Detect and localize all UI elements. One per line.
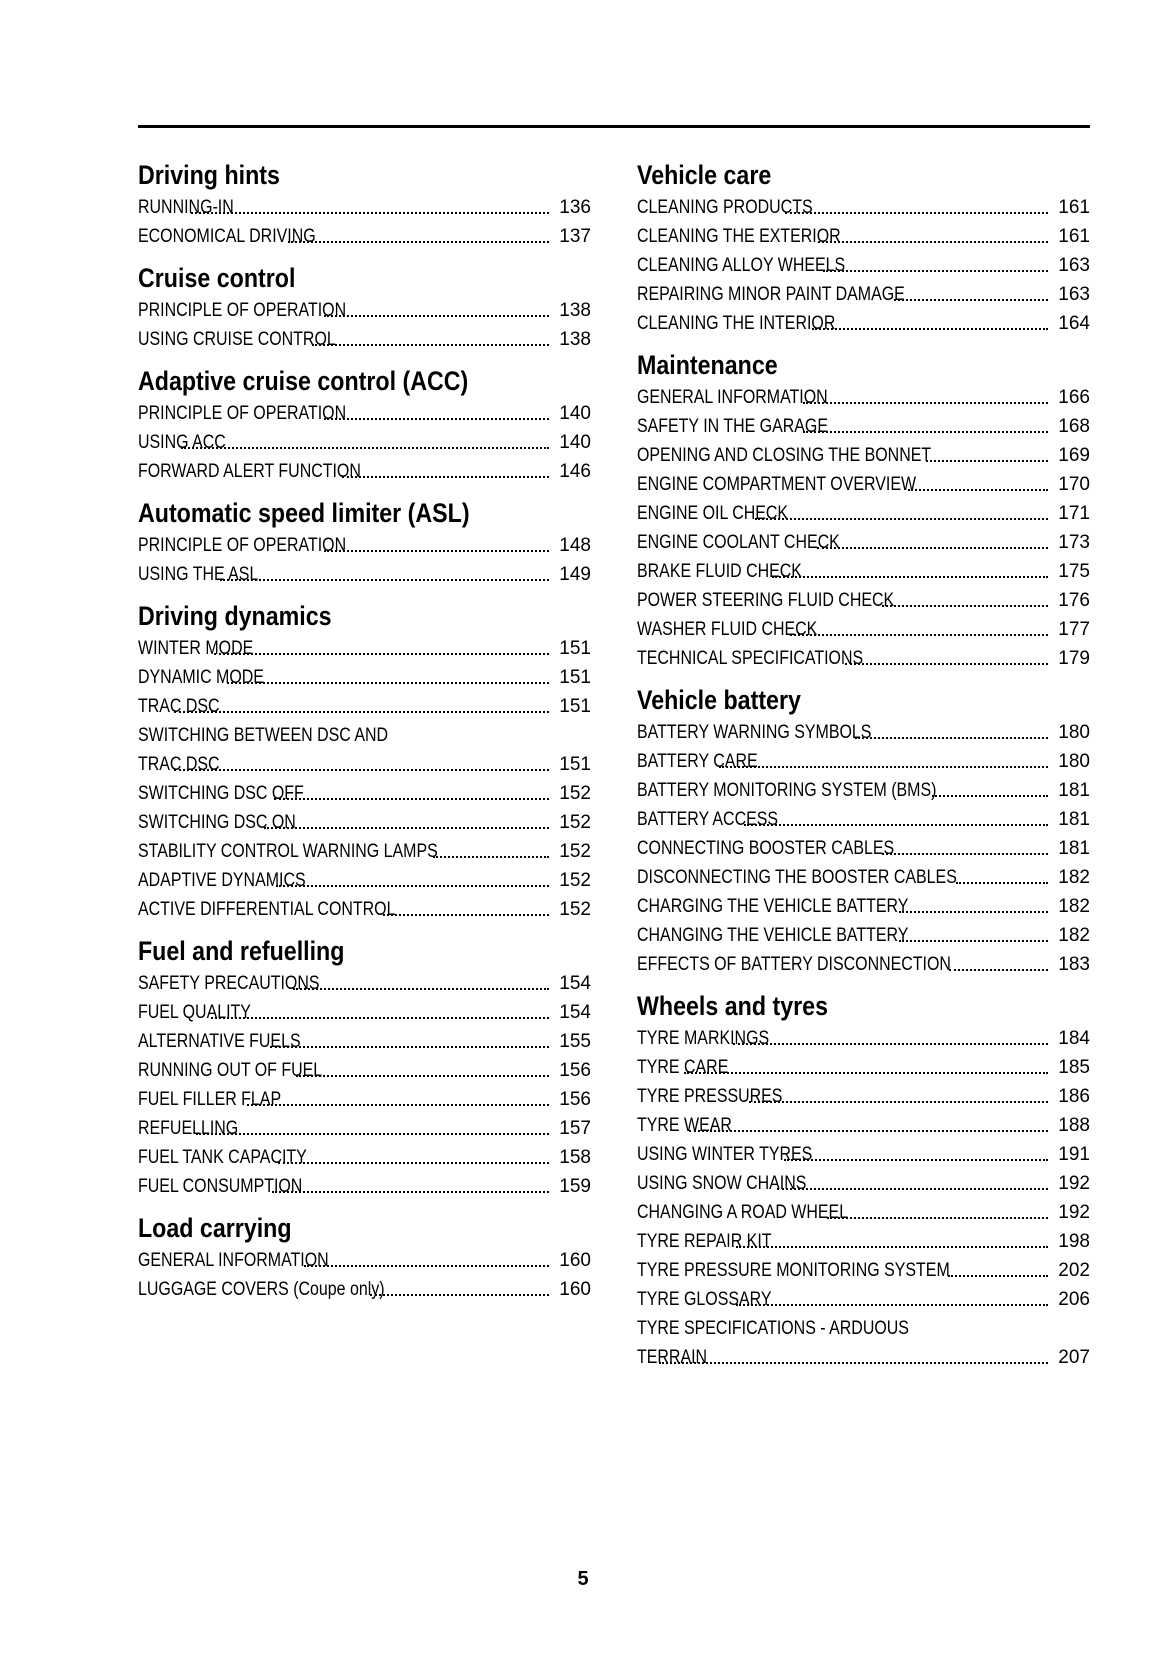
toc-entry-page: 160 <box>559 1250 591 1271</box>
toc-entry-page: 151 <box>559 638 591 659</box>
toc-entry[interactable] <box>637 834 1090 863</box>
toc-entry-title: POWER STEERING FLUID CHECK <box>637 590 895 611</box>
toc-entry-page: 152 <box>559 899 591 920</box>
dot-leader <box>719 766 1048 768</box>
toc-entry-title: WINTER MODE <box>138 638 254 659</box>
toc-entry-page: 164 <box>1058 313 1090 334</box>
toc-entry-title: ENGINE COOLANT CHECK <box>637 532 840 553</box>
toc-entry-page: 140 <box>559 403 591 424</box>
toc-entry-page: 156 <box>559 1060 591 1081</box>
dot-leader <box>899 940 1048 942</box>
dot-leader <box>227 682 550 684</box>
toc-section <box>637 158 1090 338</box>
toc-entry[interactable] <box>637 557 1090 586</box>
toc-entry-page: 152 <box>559 841 591 862</box>
toc-entry-title: GENERAL INFORMATION <box>637 387 828 408</box>
dot-leader <box>296 1075 549 1077</box>
toc-entry-title: CLEANING PRODUCTS <box>637 197 813 218</box>
dot-leader <box>817 547 1048 549</box>
toc-entry-title: DISCONNECTING THE BOOSTER CABLES <box>637 867 957 888</box>
dot-leader <box>270 1046 549 1048</box>
dot-leader <box>899 911 1048 913</box>
toc-entry-page: 152 <box>559 870 591 891</box>
toc-entry-title: PRINCIPLE OF OPERATION <box>138 535 347 556</box>
toc-entry[interactable] <box>138 296 591 325</box>
toc-section <box>138 496 591 589</box>
toc-entry[interactable] <box>637 1169 1090 1198</box>
toc-entry-page: 151 <box>559 667 591 688</box>
toc-entry-title: BATTERY WARNING SYMBOLS <box>637 722 872 743</box>
toc-entry-page: 151 <box>559 696 591 717</box>
toc-entry-title: WASHER FLUID CHECK <box>637 619 818 640</box>
dot-leader <box>790 634 1048 636</box>
toc-entry-title: ENGINE COMPARTMENT OVERVIEW <box>637 474 917 495</box>
toc-entry-title: SWITCHING DSC OFF <box>138 783 304 804</box>
toc-entry[interactable] <box>138 998 591 1027</box>
toc-entry[interactable] <box>637 1343 1090 1372</box>
toc-entry-title: RUNNING-IN <box>138 197 234 218</box>
toc-entry-title: PRINCIPLE OF OPERATION <box>138 300 347 321</box>
toc-entry[interactable] <box>637 1082 1090 1111</box>
toc-entry[interactable] <box>637 280 1090 309</box>
dot-leader <box>293 988 549 990</box>
toc-entry-title: SAFETY PRECAUTIONS <box>138 973 320 994</box>
dot-leader <box>736 1246 1048 1248</box>
dot-leader <box>908 489 1048 491</box>
toc-entry-title: USING CRUISE CONTROL <box>138 329 336 350</box>
toc-entry-page: 191 <box>1058 1144 1090 1165</box>
toc-entry-page: 152 <box>559 812 591 833</box>
toc-entry-page: 177 <box>1058 619 1090 640</box>
toc-entry-title: ALTERNATIVE FUELS <box>138 1031 301 1052</box>
toc-entry[interactable] <box>637 470 1090 499</box>
toc-entry-title: TYRE WEAR <box>637 1115 732 1136</box>
toc-entry[interactable] <box>138 1246 591 1275</box>
section-heading: Maintenance <box>637 350 778 380</box>
toc-entry[interactable] <box>637 1053 1090 1082</box>
toc-entry-title[interactable]: TYRE SPECIFICATIONS - ARDUOUS <box>637 1318 909 1339</box>
dot-leader <box>882 853 1048 855</box>
dot-leader <box>749 1101 1048 1103</box>
toc-entry-page: 181 <box>1058 809 1090 830</box>
dot-leader <box>755 518 1048 520</box>
toc-entry-title: BATTERY MONITORING SYSTEM (BMS) <box>637 780 937 801</box>
toc-entry[interactable] <box>138 634 591 663</box>
toc-entry[interactable] <box>138 193 591 222</box>
toc-entry-page: 192 <box>1058 1173 1090 1194</box>
toc-entry[interactable] <box>637 528 1090 557</box>
toc-entry[interactable] <box>138 866 591 895</box>
toc-entry-page: 188 <box>1058 1115 1090 1136</box>
toc-entry[interactable] <box>138 457 591 486</box>
toc-entry-page: 154 <box>559 1002 591 1023</box>
toc-entry-title: TYRE CARE <box>637 1057 729 1078</box>
toc-right-column <box>637 158 1090 1372</box>
toc-entry-page: 146 <box>559 461 591 482</box>
section-heading: Wheels and tyres <box>637 991 828 1021</box>
toc-entry[interactable] <box>138 428 591 457</box>
dot-leader <box>324 550 549 552</box>
dot-leader <box>784 1159 1048 1161</box>
dot-leader <box>383 914 549 916</box>
toc-entry-page: 192 <box>1058 1202 1090 1223</box>
dot-leader <box>948 1275 1048 1277</box>
toc-entry-page: 175 <box>1058 561 1090 582</box>
toc-entry-page: 163 <box>1058 284 1090 305</box>
dot-leader <box>744 824 1049 826</box>
toc-entry[interactable] <box>138 808 591 837</box>
dot-leader <box>803 431 1048 433</box>
toc-section <box>138 934 591 1201</box>
dot-leader <box>772 576 1048 578</box>
toc-entry[interactable] <box>637 921 1090 950</box>
toc-entry[interactable] <box>637 1140 1090 1169</box>
toc-left-column <box>138 158 591 1304</box>
toc-entry-page: 182 <box>1058 896 1090 917</box>
toc-entry-title: FUEL CONSUMPTION <box>138 1176 303 1197</box>
toc-entry-page: 136 <box>559 197 591 218</box>
toc-entry-page: 202 <box>1058 1260 1090 1281</box>
toc-entry-page: 198 <box>1058 1231 1090 1252</box>
dot-leader <box>324 315 549 317</box>
toc-entry[interactable] <box>637 892 1090 921</box>
dot-leader <box>827 1217 1048 1219</box>
toc-entry-page: 206 <box>1058 1289 1090 1310</box>
dot-leader <box>370 1294 549 1296</box>
toc-entry[interactable] <box>138 560 591 589</box>
toc-entry-title: PRINCIPLE OF OPERATION <box>138 403 347 424</box>
toc-entry-title: CHARGING THE VEHICLE BATTERY <box>637 896 909 917</box>
dot-leader <box>324 418 549 420</box>
toc-entry-title: CHANGING A ROAD WHEEL <box>637 1202 849 1223</box>
toc-entry-page: 185 <box>1058 1057 1090 1078</box>
dot-leader <box>818 241 1048 243</box>
toc-entry[interactable] <box>637 747 1090 776</box>
toc-entry-title: TRAC DSC <box>138 754 220 775</box>
dot-leader <box>659 1362 1048 1364</box>
dot-leader <box>926 460 1048 462</box>
toc-entry-page: 161 <box>1058 197 1090 218</box>
toc-entry[interactable] <box>138 1085 591 1114</box>
section-heading: Adaptive cruise control (ACC) <box>138 366 469 396</box>
toc-entry-title: ENGINE OIL CHECK <box>637 503 789 524</box>
toc-entry[interactable] <box>637 441 1090 470</box>
top-rule <box>138 125 1090 128</box>
toc-entry-title: CLEANING THE EXTERIOR <box>637 226 841 247</box>
toc-entry-page: 154 <box>559 973 591 994</box>
toc-entry[interactable] <box>138 1027 591 1056</box>
toc-entry-page: 152 <box>559 783 591 804</box>
dot-leader <box>932 795 1048 797</box>
toc-entry-page: 181 <box>1058 838 1090 859</box>
dot-leader <box>191 212 549 214</box>
toc-entry-page: 186 <box>1058 1086 1090 1107</box>
toc-entry-title: TYRE REPAIR KIT <box>637 1231 772 1252</box>
toc-entry[interactable] <box>637 1198 1090 1227</box>
toc-entry[interactable] <box>138 837 591 866</box>
toc-section <box>138 599 591 924</box>
toc-entry-title: BRAKE FLUID CHECK <box>637 561 802 582</box>
toc-entry-page: 181 <box>1058 780 1090 801</box>
dot-leader <box>882 605 1048 607</box>
toc-entry-title: FUEL QUALITY <box>138 1002 251 1023</box>
toc-entry[interactable] <box>138 222 591 251</box>
toc-entry[interactable] <box>138 1114 591 1143</box>
section-heading: Load carrying <box>138 1213 292 1243</box>
toc-entry-title: STABILITY CONTROL WARNING LAMPS <box>138 841 438 862</box>
toc-entry[interactable] <box>637 383 1090 412</box>
toc-section <box>637 683 1090 979</box>
toc-entry-title: ADAPTIVE DYNAMICS <box>138 870 306 891</box>
toc-entry[interactable] <box>637 499 1090 528</box>
toc-entry-page: 207 <box>1058 1347 1090 1368</box>
dot-leader <box>276 885 549 887</box>
toc-entry-title: ACTIVE DIFFERENTIAL CONTROL <box>138 899 396 920</box>
toc-section <box>138 364 591 486</box>
toc-entry-page: 161 <box>1058 226 1090 247</box>
toc-entry[interactable] <box>138 1056 591 1085</box>
toc-entry-title: TECHNICAL SPECIFICATIONS <box>637 648 864 669</box>
dot-leader <box>174 711 549 713</box>
toc-entry-title: FORWARD ALERT FUNCTION <box>138 461 361 482</box>
toc-entry-page: 138 <box>559 300 591 321</box>
toc-entry-page: 170 <box>1058 474 1090 495</box>
dot-leader <box>949 969 1048 971</box>
dot-leader <box>278 1162 549 1164</box>
toc-entry[interactable] <box>138 399 591 428</box>
toc-entry[interactable] <box>637 251 1090 280</box>
toc-entry-page: 158 <box>559 1147 591 1168</box>
toc-entry[interactable] <box>637 805 1090 834</box>
toc-entry-title: FUEL TANK CAPACITY <box>138 1147 307 1168</box>
toc-entry-title: USING WINTER TYRES <box>637 1144 813 1165</box>
toc-entry[interactable] <box>138 779 591 808</box>
toc-entry[interactable] <box>637 1024 1090 1053</box>
toc-entry[interactable] <box>637 644 1090 673</box>
toc-entry[interactable] <box>637 615 1090 644</box>
toc-entry-page: 156 <box>559 1089 591 1110</box>
dot-leader <box>736 1304 1048 1306</box>
dot-leader <box>777 1188 1048 1190</box>
toc-entry-title: TYRE MARKINGS <box>637 1028 770 1049</box>
toc-entry-page: 184 <box>1058 1028 1090 1049</box>
toc-entry-title: TYRE PRESSURES <box>637 1086 783 1107</box>
dot-leader <box>433 856 549 858</box>
dot-leader <box>894 299 1048 301</box>
dot-leader <box>733 1043 1048 1045</box>
toc-entry-page: 171 <box>1058 503 1090 524</box>
toc-entry[interactable] <box>637 1111 1090 1140</box>
toc-entry[interactable] <box>138 531 591 560</box>
toc-entry-title: ECONOMICAL DRIVING <box>138 226 316 247</box>
toc-entry-page: 173 <box>1058 532 1090 553</box>
toc-entry-title: USING SNOW CHAINS <box>637 1173 807 1194</box>
section-heading: Vehicle battery <box>637 685 801 715</box>
dot-leader <box>220 579 549 581</box>
toc-entry-page: 179 <box>1058 648 1090 669</box>
toc-entry-title-line <box>138 721 591 750</box>
dot-leader <box>174 769 549 771</box>
toc-entry-title: BATTERY ACCESS <box>637 809 779 830</box>
section-heading: Cruise control <box>138 263 296 293</box>
toc-entry[interactable] <box>637 222 1090 251</box>
toc-entry[interactable] <box>637 950 1090 979</box>
toc-entry-title: TYRE GLOSSARY <box>637 1289 772 1310</box>
toc-section <box>138 261 591 354</box>
section-heading: Automatic speed limiter (ASL) <box>138 498 470 528</box>
toc-entry-title: TYRE PRESSURE MONITORING SYSTEM <box>637 1260 950 1281</box>
dot-leader <box>304 1265 549 1267</box>
toc-entry[interactable] <box>637 1285 1090 1314</box>
dot-leader <box>272 1191 549 1193</box>
toc-entry-title[interactable]: SWITCHING BETWEEN DSC AND <box>138 725 389 746</box>
toc-entry-page: 182 <box>1058 867 1090 888</box>
toc-entry[interactable] <box>138 1275 591 1304</box>
toc-entry-page: 163 <box>1058 255 1090 276</box>
toc-entry-title: CHANGING THE VEHICLE BATTERY <box>637 925 909 946</box>
toc-entry-title: LUGGAGE COVERS (Coupe only) <box>138 1279 385 1300</box>
toc-entry-page: 169 <box>1058 445 1090 466</box>
toc-entry-page: 155 <box>559 1031 591 1052</box>
dot-leader <box>855 737 1048 739</box>
toc-entry[interactable] <box>637 776 1090 805</box>
toc-entry-page: 148 <box>559 535 591 556</box>
page-number: 5 <box>577 1568 589 1590</box>
toc-entry-page: 182 <box>1058 925 1090 946</box>
toc-entry-title: USING THE ASL <box>138 564 259 585</box>
toc-entry-page: 180 <box>1058 751 1090 772</box>
toc-entry-title: FUEL FILLER FLAP <box>138 1089 282 1110</box>
toc-entry[interactable] <box>637 193 1090 222</box>
toc-entry[interactable] <box>138 325 591 354</box>
dot-leader <box>823 270 1048 272</box>
dot-leader <box>288 241 549 243</box>
toc-entry-title: CLEANING ALLOY WHEELS <box>637 255 846 276</box>
toc-entry-title: CLEANING THE INTERIOR <box>637 313 836 334</box>
toc-entry-page: 140 <box>559 432 591 453</box>
toc-entry-page: 137 <box>559 226 591 247</box>
toc-entry-page: 166 <box>1058 387 1090 408</box>
toc-entry-title: SWITCHING DSC ON <box>138 812 296 833</box>
toc-entry[interactable] <box>637 863 1090 892</box>
toc-entry[interactable] <box>637 1256 1090 1285</box>
dot-leader <box>211 1017 549 1019</box>
toc-entry[interactable] <box>138 692 591 721</box>
toc-entry-title: DYNAMIC MODE <box>138 667 264 688</box>
toc-entry[interactable] <box>637 309 1090 338</box>
dot-leader <box>803 402 1048 404</box>
toc-section <box>637 989 1090 1372</box>
dot-leader <box>274 798 549 800</box>
toc-section <box>138 1211 591 1304</box>
toc-section <box>637 348 1090 673</box>
section-heading: Vehicle care <box>637 160 772 190</box>
section-heading: Driving hints <box>138 160 280 190</box>
dot-leader <box>785 212 1048 214</box>
toc-entry-title: TRAC DSC <box>138 696 220 717</box>
toc-entry-title: EFFECTS OF BATTERY DISCONNECTION <box>637 954 951 975</box>
toc-entry-page: 151 <box>559 754 591 775</box>
toc-entry-title-line <box>637 1314 1090 1343</box>
dot-leader <box>812 328 1048 330</box>
toc-entry-title: TERRAIN <box>637 1347 708 1368</box>
toc-entry[interactable] <box>138 895 591 924</box>
dot-leader <box>845 663 1048 665</box>
toc-entry-title: REPAIRING MINOR PAINT DAMAGE <box>637 284 905 305</box>
toc-entry-page: 180 <box>1058 722 1090 743</box>
dot-leader <box>312 344 549 346</box>
dot-leader <box>342 476 549 478</box>
toc-entry[interactable] <box>138 969 591 998</box>
toc-entry-title: RUNNING OUT OF FUEL <box>138 1060 323 1081</box>
section-heading: Fuel and refuelling <box>138 936 345 966</box>
toc-entry[interactable] <box>637 586 1090 615</box>
toc-entry-title: CONNECTING BOOSTER CABLES <box>637 838 895 859</box>
dot-leader <box>684 1072 1048 1074</box>
toc-entry[interactable] <box>637 412 1090 441</box>
toc-entry[interactable] <box>138 1143 591 1172</box>
section-heading: Driving dynamics <box>138 601 332 631</box>
toc-entry-page: 159 <box>559 1176 591 1197</box>
toc-entry-title: SAFETY IN THE GARAGE <box>637 416 828 437</box>
dot-leader <box>214 653 549 655</box>
dot-leader <box>264 827 549 829</box>
toc-entry-page: 183 <box>1058 954 1090 975</box>
toc-entry-page: 149 <box>559 564 591 585</box>
toc-entry-page: 157 <box>559 1118 591 1139</box>
dot-leader <box>689 1130 1048 1132</box>
toc-entry[interactable] <box>138 1172 591 1201</box>
toc-entry-title: REFUELLING <box>138 1118 239 1139</box>
toc-entry[interactable] <box>637 1227 1090 1256</box>
toc-section <box>138 158 591 251</box>
toc-entry-page: 160 <box>559 1279 591 1300</box>
toc-entry-title: OPENING AND CLOSING THE BONNET <box>637 445 932 466</box>
toc-entry[interactable] <box>138 750 591 779</box>
toc-entry-page: 168 <box>1058 416 1090 437</box>
toc-entry-title: USING ACC <box>138 432 226 453</box>
toc-entry-title: GENERAL INFORMATION <box>138 1250 329 1271</box>
dot-leader <box>956 882 1048 884</box>
toc-entry-page: 138 <box>559 329 591 350</box>
toc-entry[interactable] <box>637 718 1090 747</box>
toc-entry-page: 176 <box>1058 590 1090 611</box>
dot-leader <box>196 1133 549 1135</box>
toc-entry-title: BATTERY CARE <box>637 751 758 772</box>
dot-leader <box>181 447 549 449</box>
dot-leader <box>247 1104 549 1106</box>
toc-entry[interactable] <box>138 663 591 692</box>
